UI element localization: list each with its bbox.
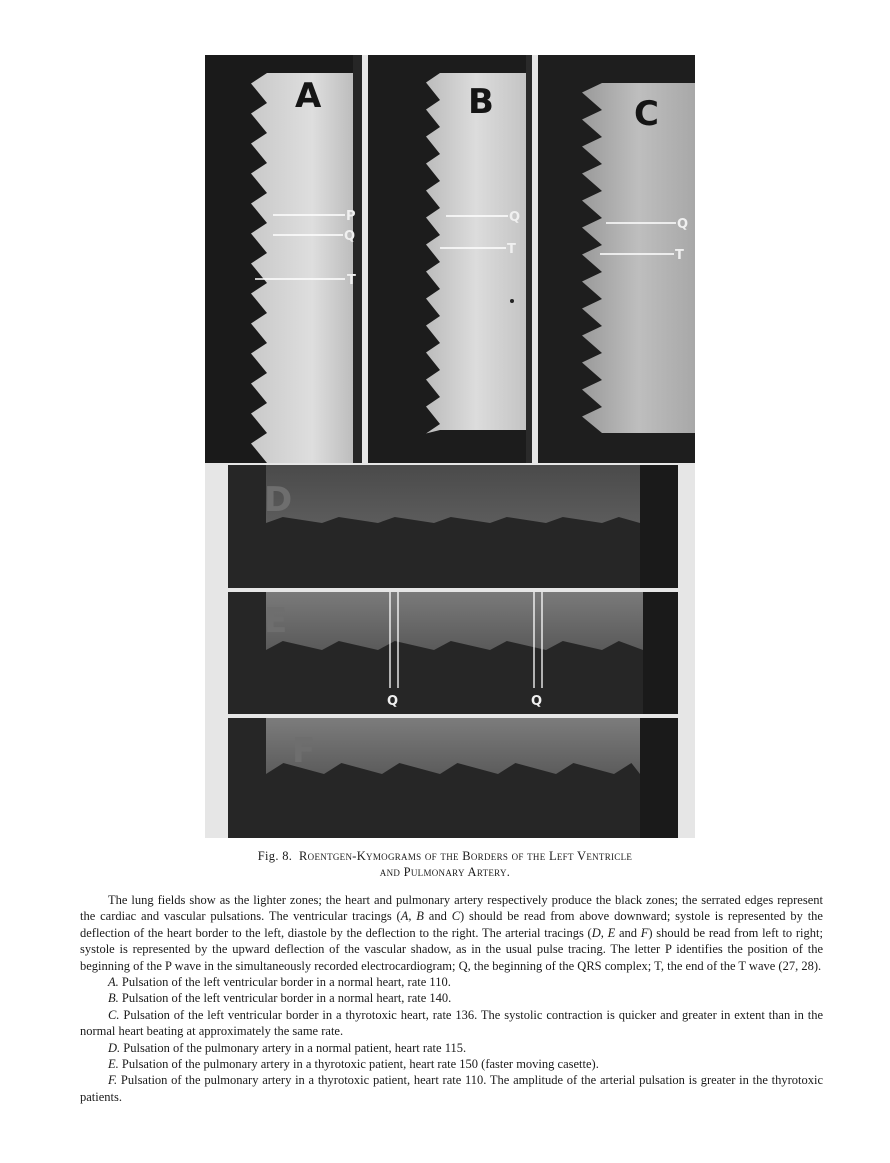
panel-e-marker-q-2: Q (531, 694, 543, 709)
kymogram-panel-c (538, 55, 695, 463)
item-letter: A. (108, 975, 119, 990)
item-letter: D. (108, 1040, 121, 1055)
intro-text: and (423, 909, 452, 924)
kymogram-panel-b (368, 55, 532, 463)
kymogram-c-image (538, 55, 695, 463)
kymogram-e-image (228, 592, 678, 714)
panel-f-label: F (292, 731, 316, 771)
caption-line-2: and Pulmonary Artery. (379, 865, 511, 879)
figure-number: Fig. 8. (257, 849, 293, 863)
panel-a-marker-q: Q (344, 229, 356, 244)
kymogram-a-image (205, 55, 362, 463)
kymogram-plate (205, 55, 695, 838)
item-letter: B. (108, 991, 119, 1006)
figure-description (80, 892, 823, 1105)
description-item-b (80, 990, 823, 1006)
intro-italic: F (640, 925, 649, 940)
figure-caption (60, 848, 830, 880)
item-text: Pulsation of the pulmonary artery in a normal patient, heart rate 115. (120, 1040, 467, 1055)
panel-a-marker-t: T (347, 273, 356, 288)
panel-c-marker-t: T (675, 248, 684, 263)
item-text: Pulsation of the pulmonary artery in a thyrotoxic patient, heart rate 150 (faster moving casette). (118, 1057, 599, 1072)
panel-a-marker-p: P (346, 209, 356, 224)
kymogram-panel-f (228, 718, 678, 838)
description-item-a (80, 974, 823, 990)
kymogram-f-image (228, 718, 678, 838)
panel-b-marker-q: Q (509, 210, 521, 225)
intro-text: The lung fields show as the lighter zones; the heart and pulmonary artery respectively produce the black zones; the serrated edges represent the cardiac and vascular pulsations. The ventricular tracings ( (80, 893, 823, 924)
intro-text: and (615, 925, 641, 940)
description-intro (80, 892, 823, 974)
kymogram-panel-e (228, 592, 678, 714)
item-letter: C. (108, 1007, 120, 1022)
description-item-d (80, 1040, 823, 1056)
panel-b-label: B (468, 82, 494, 122)
kymogram-panel-d (228, 465, 678, 588)
item-text: Pulsation of the pulmonary artery in a thyrotoxic patient, heart rate 110. The amplitude of the arterial pulsation is greater in the thyrotoxic patients. (80, 1073, 823, 1104)
kymogram-b-image (368, 55, 532, 463)
panel-b-marker-t: T (507, 242, 516, 257)
panel-e-marker-q-1: Q (387, 694, 399, 709)
item-text: Pulsation of the left ventricular border in a normal heart, rate 140. (118, 991, 452, 1006)
description-item-e (80, 1056, 823, 1072)
description-item-c (80, 1007, 823, 1040)
item-text: Pulsation of the left ventricular border in a normal heart, rate 110. (118, 975, 451, 990)
kymogram-panel-a (205, 55, 362, 463)
panel-c-label: C (634, 94, 659, 134)
description-item-f (80, 1072, 823, 1105)
item-letter: F. (108, 1073, 118, 1088)
item-letter: E. (108, 1057, 119, 1072)
panel-d-label: D (264, 480, 293, 520)
intro-italic: A, B (400, 909, 424, 924)
kymogram-d-image (228, 465, 678, 588)
panel-e-label: E (264, 601, 288, 641)
item-text: Pulsation of the left ventricular border in a thyrotoxic heart, rate 136. The systolic contraction is quicker and greater in extent than in the normal heart beating at approximately the same rate. (80, 1007, 823, 1039)
caption-line-1: Roentgen-Kymograms of the Borders of the Left Ventricle (299, 849, 633, 863)
panel-a-label: A (295, 76, 322, 116)
intro-text: ) should be read from above downward; systole is represented by the deflection of the heart border to the left, diastole by the deflection to the right. The arterial tracings ( (80, 909, 823, 940)
intro-italic: D, E (591, 925, 616, 940)
intro-text: ) should be read from left to right; systole is represented by the upward deflection of the vascular shadow, as in the usual pulse tracing. The letter P identifies the position of the beginning of the P wave in the simultaneously recorded electrocardiogram; Q, the beginning of the QRS complex; T, the end of the T wave (27, 28). (80, 925, 823, 973)
intro-italic: C (451, 909, 461, 924)
panel-c-marker-q: Q (677, 217, 689, 232)
